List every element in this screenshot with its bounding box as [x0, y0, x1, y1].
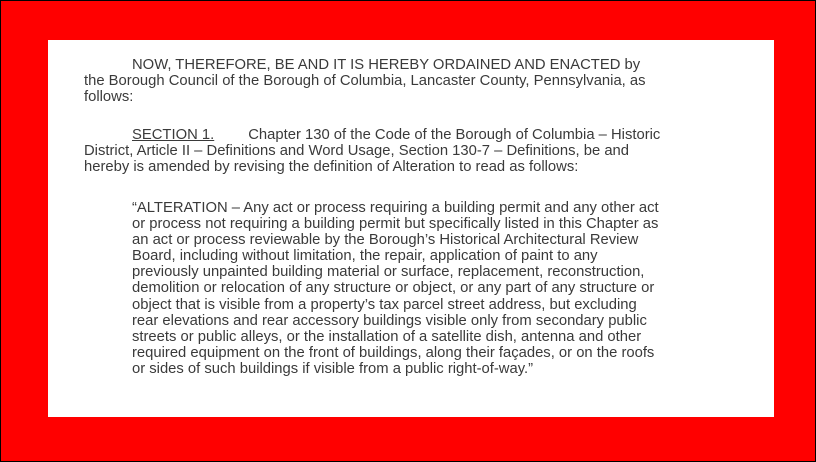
preamble-line: follows:	[84, 89, 134, 106]
section-first-line-text: Chapter 130 of the Code of the Borough of Columbia – Historic	[248, 127, 661, 143]
section-first-line	[84, 127, 724, 143]
definition-line: or process not requiring a building permit but specifically listed in this Chapter as	[132, 216, 659, 233]
definition-line: or sides of such buildings if visible from a public right-of-way.”	[132, 360, 534, 377]
definition-line: “ALTERATION – Any act or process requiring a building permit and any other act	[132, 200, 659, 216]
definition-line: previously unpainted building material or surface, replacement, reconstruction,	[132, 264, 645, 281]
section-line: District, Article II – Definitions and Word Usage, Section 130-7 – Definitions, be and	[84, 143, 630, 160]
preamble-line: NOW, THEREFORE, BE AND IT IS HEREBY ORDAINED AND ENACTED by	[132, 57, 641, 73]
definition-line: rear elevations and rear accessory buildings visible only from secondary public	[132, 312, 647, 329]
section-heading: SECTION 1.	[132, 127, 215, 143]
preamble-paragraph	[84, 57, 724, 105]
definition-line: an act or process reviewable by the Borough’s Historical Architectural Review	[132, 232, 639, 249]
definition-line: demolition or relocation of any structure or object, or any part of any structure or	[132, 280, 655, 297]
definition-line: object that is visible from a property’s tax parcel street address, but excluding	[132, 296, 637, 313]
section-line: hereby is amended by revising the definition of Alteration to read as follows:	[84, 159, 579, 176]
preamble-line: the Borough Council of the Borough of Columbia, Lancaster County, Pennsylvania, as	[84, 73, 646, 90]
section-paragraph	[84, 127, 724, 175]
definition-line: required equipment on the front of buildings, along their façades, or on the roofs	[132, 344, 655, 361]
definition-line: streets or public alleys, or the installation of a satellite dish, antenna and other	[132, 328, 642, 345]
definition-block	[132, 200, 732, 377]
document-page	[48, 40, 774, 417]
definition-line: Board, including without limitation, the repair, application of paint to any	[132, 248, 598, 265]
